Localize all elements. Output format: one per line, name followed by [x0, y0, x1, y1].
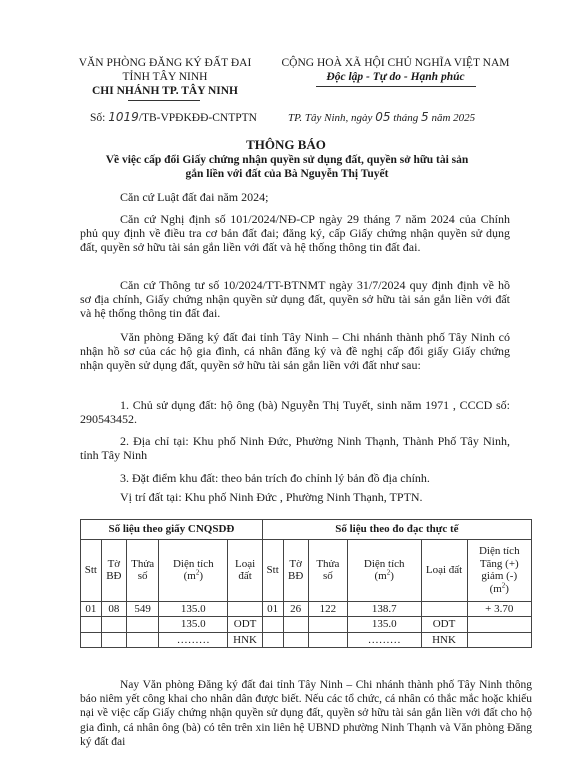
- land-location: Vị trí đất tại: Khu phố Ninh Đức , Phường Ninh Thạnh, TPTN.: [120, 490, 423, 504]
- date-month: 5: [421, 110, 429, 124]
- table-group-header: [81, 520, 532, 540]
- country-name: CỘNG HOÀ XÃ HỘI CHỦ NGHĨA VIỆT NAM: [281, 57, 510, 69]
- col-loai-dat: Loại đất: [228, 539, 263, 601]
- group-header-survey: Số liệu theo đo đạc thực tế: [262, 520, 531, 540]
- group-header-certificate: Số liệu theo giấy CNQSDĐ: [81, 520, 263, 540]
- legal-basis-3: Căn cứ Thông tư số 10/2024/TT-BTNMT ngày 31/7/2024 quy định định về hồ sơ địa chính, Giấy chứng nhận quyền sử dụng đất, quyền sở hữu tài sản gắn liền với đất và hệ thống thông tin đất đai.: [80, 278, 510, 321]
- notice-title: THÔNG BÁO: [246, 137, 326, 152]
- intro-paragraph: Văn phòng Đăng ký đất đai tỉnh Tây Ninh – Chi nhánh thành phố Tây Ninh có nhận hồ sơ của các hộ gia đình, cá nhân đăng ký và đề nghị cấp đổi giấy Giấy chứng nhận quyền sử dụng đất, quyền sở hữu tài sản gắn liền với đất như sau:: [80, 330, 510, 373]
- col-dien-tich: Diện tích $(m^2)$: [159, 539, 228, 601]
- subtitle-line-1: Về việc cấp đổi Giấy chứng nhận quyền sử dụng đất, quyền sở hữu tài sản: [105, 154, 469, 166]
- agency-line-2: TỈNH TÂY NINH: [122, 71, 208, 83]
- date-year: năm 2025: [431, 112, 476, 124]
- col-to-bd-2: Tờ BĐ: [283, 539, 308, 601]
- agency-underline: [128, 100, 200, 101]
- agency-line-3: CHI NHÁNH TP. TÂY NINH: [91, 85, 238, 97]
- col-change: Diện tích Tăng (+) giảm (-) $(m^2)$: [467, 539, 531, 601]
- land-features: 3. Đặt điểm khu đất: theo bản trích đo chỉnh lý bản đồ địa chính.: [120, 471, 430, 485]
- agency-line-1: VĂN PHÒNG ĐĂNG KÝ ĐẤT ĐAI: [78, 57, 252, 69]
- legal-basis-1: Căn cứ Luật đất đai năm 2024;: [120, 190, 269, 204]
- national-header: [278, 56, 513, 84]
- closing-paragraph: Nay Văn phòng Đăng ký đất đai tỉnh Tây Ninh – Chi nhánh thành phố Tây Ninh thông báo niêm yết công khai cho nhân dân được biết. Nếu các tổ chức, cá nhân có thắc mắc hoặc khiếu nại về việc cấp Giấy chứng nhận quyền sử dụng đất, quyền sở hữu tài sản gắn liền với đất cho hộ gia đình, cá nhân ông (bà) có tên trên xin liên hệ UBND phường Ninh Thạnh và Văn phòng Đăng ký đất đai: [80, 679, 532, 748]
- table-column-header: [81, 539, 532, 601]
- date-day: 05: [375, 110, 391, 124]
- col-to-bd: Tờ BĐ: [101, 539, 126, 601]
- doc-no-prefix: Số:: [90, 112, 106, 124]
- col-loai-dat-2: Loại đất: [421, 539, 467, 601]
- document-date: [288, 110, 475, 124]
- col-stt-2: Stt: [262, 539, 283, 601]
- table-row: 135.0 ODT 135.0 ODT: [81, 617, 532, 633]
- table-row: 01 08 549 135.0 01 26 122 138.7 + 3.70: [81, 601, 532, 617]
- legal-basis-2: Căn cứ Nghị định số 101/2024/NĐ-CP ngày 29 tháng 7 năm 2024 của Chính phủ quy định về điều tra cơ bản đất đai; đăng ký, cấp Giấy chứng nhận quyền sử dụng đất, quyền sở hữu tài sản gắn liền với đất và hệ thống thông tin đất đai.: [80, 212, 510, 255]
- col-stt: Stt: [81, 539, 102, 601]
- date-prefix: TP. Tây Ninh, ngày: [288, 112, 373, 124]
- col-thua-so: Thửa số: [127, 539, 159, 601]
- owner-info: 1. Chủ sử dụng đất: hộ ông (bà) Nguyễn Thị Tuyết, sinh năm 1971 , CCCD số: 290543452.: [80, 398, 510, 427]
- land-data-table: [80, 519, 532, 648]
- table-row: ……… HNK ……… HNK: [81, 632, 532, 648]
- doc-no-handwritten: 1019: [108, 110, 139, 124]
- subtitle-line-2: gắn liền với đất của Bà Nguyễn Thị Tuyết: [185, 168, 389, 180]
- document-number: [90, 110, 257, 124]
- notice-subtitle: [56, 153, 518, 181]
- national-motto: Độc lập - Tự do - Hạnh phúc: [326, 71, 465, 83]
- agency-block: [60, 56, 270, 98]
- col-thua-so-2: Thửa số: [308, 539, 347, 601]
- doc-no-suffix: /TB-VPĐKĐĐ-CNTPTN: [138, 112, 257, 124]
- col-dien-tich-2: Diện tích $(m^2)$: [347, 539, 421, 601]
- motto-underline: [316, 86, 476, 87]
- date-month-label: tháng: [393, 112, 419, 124]
- address-info: 2. Địa chỉ tại: Khu phố Ninh Đức, Phường Ninh Thạnh, Thành Phố Tây Ninh, tỉnh Tây Ninh: [80, 434, 510, 463]
